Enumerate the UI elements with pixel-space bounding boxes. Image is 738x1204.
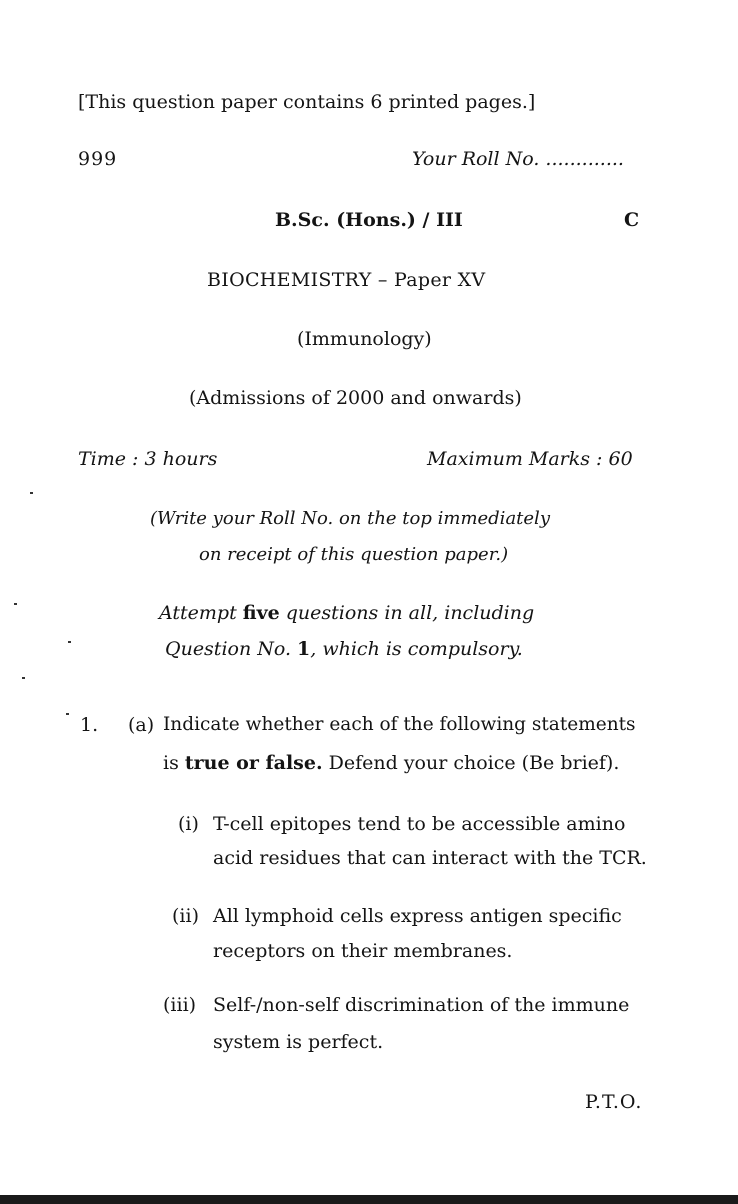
item-label: (i) <box>178 813 199 835</box>
scan-speck <box>68 641 71 643</box>
compulsory-text-pre: Question No. <box>165 638 298 660</box>
true-or-false: true or false. <box>184 752 323 774</box>
question-intro-line1: Indicate whether each of the following statements <box>163 714 636 735</box>
intro-text-post: Defend your choice (Be brief). <box>322 752 620 774</box>
compulsory-text-post: , which is compulsory. <box>310 638 523 660</box>
attempt-instruction <box>159 601 534 625</box>
attempt-text-pre: Attempt <box>159 602 243 624</box>
item-text-line2: acid residues that can interact with the TCR. <box>213 847 647 869</box>
item-label: (iii) <box>163 994 197 1016</box>
scan-bottom-edge <box>0 1195 738 1204</box>
compulsory-instruction <box>165 637 523 661</box>
question-part-label: (a) <box>128 714 155 736</box>
set-letter: C <box>624 209 640 231</box>
paper-code: 999 <box>78 148 118 170</box>
compulsory-question-number: 1 <box>297 638 311 660</box>
item-text-line2: receptors on their membranes. <box>213 940 513 962</box>
item-text-line1: All lymphoid cells express antigen specific <box>213 905 622 927</box>
topic-title: (Immunology) <box>297 328 432 350</box>
scan-speck <box>14 603 17 605</box>
max-marks: Maximum Marks : 60 <box>427 448 633 470</box>
exam-time: Time : 3 hours <box>78 448 218 470</box>
page-count-note: [This question paper contains 6 printed pages.] <box>78 91 536 113</box>
attempt-count: five <box>242 602 280 624</box>
scan-speck <box>30 492 33 494</box>
roll-instruction-line1: (Write your Roll No. on the top immediately <box>150 508 550 529</box>
scan-speck <box>22 677 25 679</box>
question-intro-line2 <box>163 751 619 775</box>
question-number: 1. <box>80 714 99 736</box>
roll-instruction-line2: on receipt of this question paper.) <box>199 544 509 565</box>
item-text-line1: T-cell epitopes tend to be accessible amino <box>213 813 626 835</box>
subject-title: BIOCHEMISTRY – Paper XV <box>207 269 486 291</box>
admissions-note: (Admissions of 2000 and onwards) <box>189 387 522 409</box>
scan-speck <box>66 713 69 715</box>
attempt-text-post: questions in all, including <box>279 602 535 624</box>
please-turn-over: P.T.O. <box>585 1091 643 1113</box>
item-text-line2: system is perfect. <box>213 1031 384 1053</box>
course-title: B.Sc. (Hons.) / III <box>275 209 463 231</box>
item-label: (ii) <box>172 905 199 927</box>
roll-no-label: Your Roll No. ............. <box>412 148 624 170</box>
item-text-line1: Self-/non-self discrimination of the immune <box>213 994 630 1016</box>
intro-text-pre: is <box>163 752 185 774</box>
